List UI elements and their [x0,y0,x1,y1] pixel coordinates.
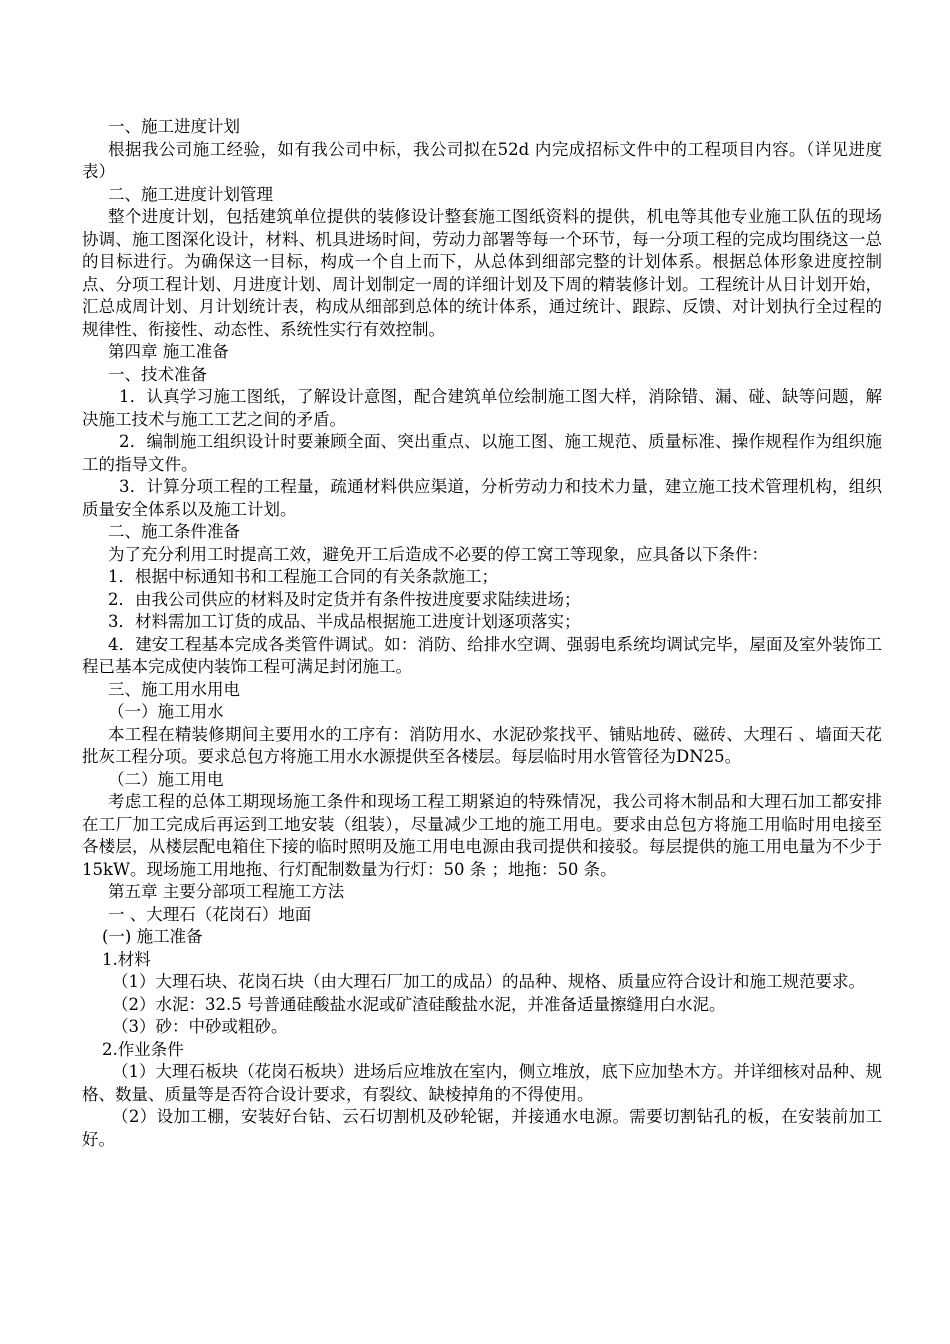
heading-technical-preparation: 一、技术准备 [108,364,207,384]
heading-marble-floor: 一 、大理石（花岗石）地面 [108,904,312,924]
paragraph-water: 本工程在精装修期间主要用水的工序有：消防用水、水泥砂浆找平、铺贴地砖、磁砖、大理石 、墙面天花批灰工程分项。要求总包方将施工用水水源提供至各楼层。每层临时用水管管径为DN25。 [82,724,882,766]
list-item-work-condition-1: （1）大理石板块（花岗石板块）进场后应堆放在室内，侧立堆放，底下应加垫木方。并详细核对品种、规格、数量、质量等是否符合设计要求，有裂纹、缺棱掉角的不得使用。 [82,1062,882,1104]
document-page [82,116,882,1151]
list-item-technical-3: 3．计算分项工程的工程量，疏通材料供应渠道，分析劳动力和技术力量，建立施工技术管理机构，组织质量安全体系以及施工计划。 [82,477,882,519]
subheading-work-conditions: 2.作业条件 [102,1039,184,1059]
heading-schedule-management: 二、施工进度计划管理 [108,184,273,204]
list-item-material-1: （1）大理石块、花岗石块（由大理石厂加工的成品）的品种、规格、质量应符合设计和施工规范要求。 [112,972,865,991]
heading-site-conditions: 二、施工条件准备 [108,522,240,541]
subheading-materials: 1.材料 [102,949,151,969]
list-item-condition-1: 1．根据中标通知书和工程施工合同的有关条款施工； [108,567,498,586]
paragraph-schedule-management: 整个进度计划，包括建筑单位提供的装修设计整套施工图纸资料的提供，机电等其他专业施工队伍的现场协调、施工图深化设计，材料、机具进场时间，劳动力部署等每一个环节，每一分项工程的完成均围绕这一总的目标进行。为确保这一目标，构成一个自上而下，从总体到细部完整的计划体系。根据总体形象进度控制点、分项工程计划、月进度计划、周计划制定一周的详细计划及下周的精装修计划。工程统计从日计划开始，汇总成周计划、月计划统计表，构成从细部到总体的统计体系，通过统计、跟踪、反馈、对计划执行全过程的规律性、衔接性、动态性、系统性实行有效控制。 [82,207,882,339]
paragraph-electricity: 考虑工程的总体工期现场施工条件和现场工程工期紧迫的特殊情况，我公司将木制品和大理石加工都安排在工厂加工完成后再运到工地安装（组装），尽量减少工地的施工用电。要求由总包方将施工用临时用电接至各楼层，从楼层配电箱住下接的临时照明及施工用电电源由我司提供和接驳。每层提供的施工用电量为不少于15kW。现场施工用地拖、行灯配制数量为行灯：50 条 ；地拖：50 条。 [82,792,882,879]
paragraph-site-conditions-intro: 为了充分利用工时提高工效，避免开工后造成不必要的停工窝工等现象，应具备以下条件： [108,544,768,564]
list-item-work-condition-2: （2）设加工棚，安装好台钻、云石切割机及砂轮锯，并接通水电源。需要切割钻孔的板，在安装前加工好。 [82,1107,882,1149]
list-item-condition-2: 2．由我公司供应的材料及时定货并有条件按进度要求陆续进场； [108,589,581,609]
list-item-condition-4: 4．建安工程基本完成各类管件调试。如：消防、给排水空调、强弱电系统均调试完毕，屋面及室外装饰工程已基本完成使内装饰工程可满足封闭施工。 [82,634,882,676]
chapter-4-title: 第四章 施工准备 [108,342,229,361]
list-item-condition-3: 3．材料需加工订货的成品、半成品根据施工进度计划逐项落实； [108,612,581,631]
list-item-technical-2: 2．编制施工组织设计时要兼顾全面、突出重点、以施工图、施工规范、质量标准、操作规程作为组织施工的指导文件。 [82,432,882,474]
subheading-electricity: （二）施工用电 [108,769,224,789]
subheading-water: （一）施工用水 [108,702,224,721]
heading-schedule-plan: 一、施工进度计划 [108,117,240,136]
list-item-material-3: （3）砂：中砂或粗砂。 [112,1017,288,1036]
list-item-material-2: （2）水泥：32.5 号普通硅酸盐水泥或矿渣硅酸盐水泥，并准备适量擦缝用白水泥。 [112,994,726,1014]
subheading-construction-prep: (一) 施工准备 [102,927,203,946]
paragraph-schedule-duration: 根据我公司施工经验，如有我公司中标，我公司拟在52d 内完成招标文件中的工程项目内容。（详见进度表） [82,139,882,181]
list-item-technical-1: 1．认真学习施工图纸，了解设计意图，配合建筑单位绘制施工图大样，消除错、漏、碰、缺等问题，解决施工技术与施工工艺之间的矛盾。 [82,387,882,429]
chapter-5-title: 第五章 主要分部项工程施工方法 [108,882,345,901]
heading-water-electricity: 三、施工用水用电 [108,679,240,699]
